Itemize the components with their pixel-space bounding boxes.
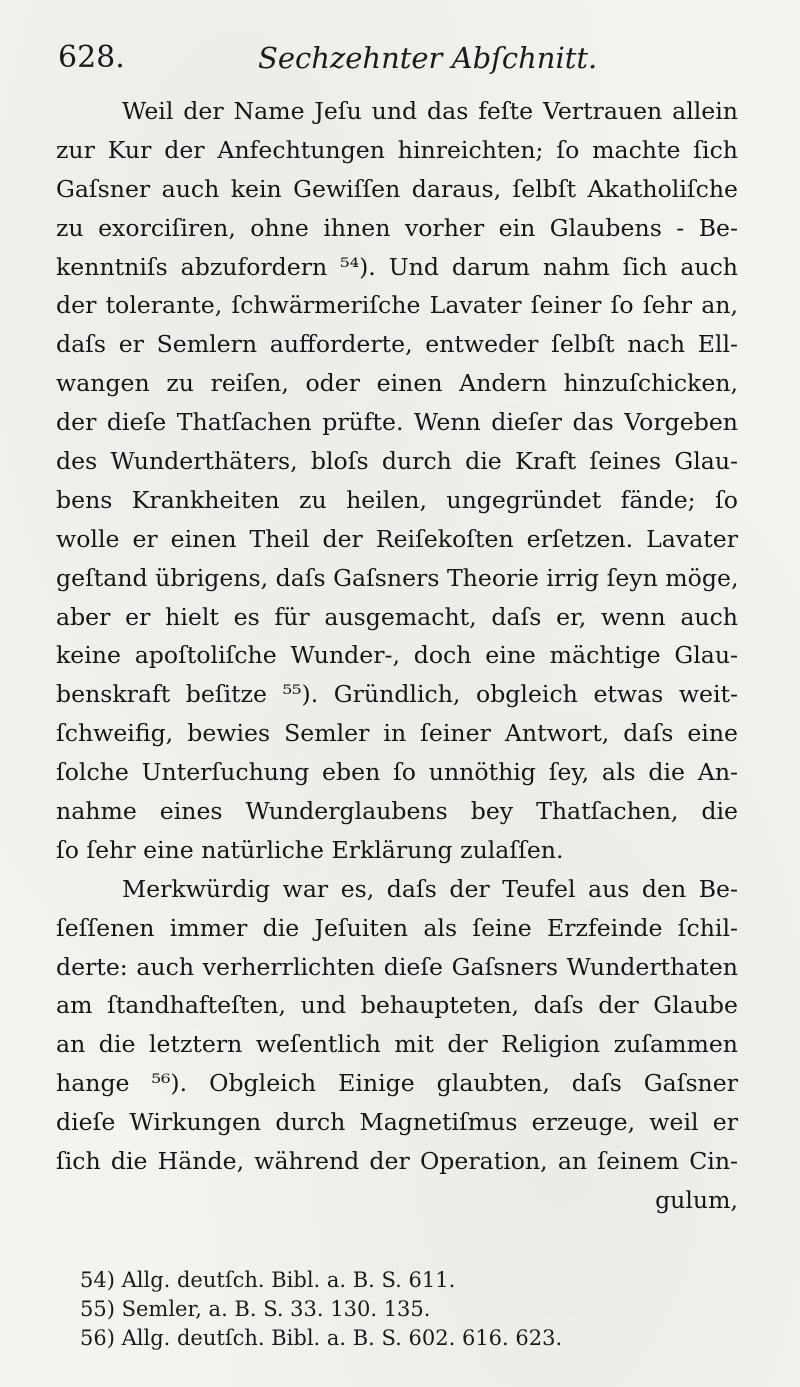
text-line: derte: auch verherrlichten dieſe Gaſsners Wunderthaten xyxy=(56,952,738,981)
text-line: wangen zu reiſen, oder einen Andern hinzuſchicken, xyxy=(56,369,738,398)
text-line: geſtand übrigens, daſs Gaſsners Theorie irrig ſeyn möge, xyxy=(56,563,738,592)
catchword: gulum, xyxy=(655,1185,738,1214)
footnotes xyxy=(80,1266,720,1353)
text-line: ſolche Unterſuchung eben ſo unnöthig ſey, als die An- xyxy=(56,758,738,787)
text-line: daſs er Semlern aufforderte, entweder ſelbſt nach Ell- xyxy=(56,330,738,359)
text-line: benskraft beſitze ⁵⁵). Gründlich, obgleich etwas weit- xyxy=(56,680,738,709)
text-line: ſich die Hände, während der Operation, an ſeinem Cin- xyxy=(56,1147,738,1176)
text-line: keine apoſtoliſche Wunder-, doch eine mächtige Glau- xyxy=(56,641,738,670)
text-line: Gaſsner auch kein Gewiſſen daraus, ſelbſt Akatholiſche xyxy=(56,174,738,203)
text-line: des Wunderthäters, bloſs durch die Kraft ſeines Glau- xyxy=(56,447,738,476)
text-line: dieſe Wirkungen durch Magnetiſmus erzeuge, weil er xyxy=(56,1108,738,1137)
text-line: Merkwürdig war es, daſs der Teufel aus den Be- xyxy=(122,874,738,903)
page-number: 628. xyxy=(58,40,125,75)
text-line: der tolerante, ſchwärmeriſche Lavater ſeiner ſo ſehr an, xyxy=(56,291,738,320)
text-line: zur Kur der Anfechtungen hinreichten; ſo machte ſich xyxy=(56,135,738,164)
page-header xyxy=(58,36,742,80)
text-line: ſeſſenen immer die Jeſuiten als ſeine Erzfeinde ſchil- xyxy=(56,913,738,942)
text-line: ſchweifig, bewies Semler in ſeiner Antwort, daſs eine xyxy=(56,719,738,748)
text-line: nahme eines Wunderglaubens bey Thatſachen, die xyxy=(56,797,738,826)
footnote: 54) Allg. deutſch. Bibl. a. B. S. 611. xyxy=(80,1268,456,1292)
footnote: 56) Allg. deutſch. Bibl. a. B. S. 602. 616. 623. xyxy=(80,1326,563,1350)
text-line: aber er hielt es für ausgemacht, daſs er, wenn auch xyxy=(56,602,738,631)
footnote: 55) Semler, a. B. S. 33. 130. 135. xyxy=(80,1297,431,1321)
text-line: hange ⁵⁶). Obgleich Einige glaubten, daſs Gaſsner xyxy=(56,1069,738,1098)
text-line: bens Krankheiten zu heilen, ungegründet fände; ſo xyxy=(56,485,738,514)
text-line: zu exorciſiren, ohne ihnen vorher ein Glaubens - Be- xyxy=(56,213,738,242)
text-line: Weil der Name Jeſu und das feſte Vertrauen allein xyxy=(122,97,738,125)
running-head: Sechzehnter Abſchnitt. xyxy=(258,41,598,75)
text-line: kenntniſs abzufordern ⁵⁴). Und darum nahm ſich auch xyxy=(56,252,738,281)
text-line: ſo ſehr eine natürliche Erklärung zulaſſen. xyxy=(56,835,564,864)
text-line: wolle er einen Theil der Reiſekoſten erſetzen. Lavater xyxy=(56,524,738,553)
text-line: am ſtandhafteſten, und behaupteten, daſs der Glaube xyxy=(56,991,738,1020)
text-line: der dieſe Thatſachen prüfte. Wenn dieſer das Vorgeben xyxy=(56,408,738,437)
body-text xyxy=(56,92,738,1220)
text-line: an die letztern weſentlich mit der Religion zuſammen xyxy=(56,1030,738,1059)
